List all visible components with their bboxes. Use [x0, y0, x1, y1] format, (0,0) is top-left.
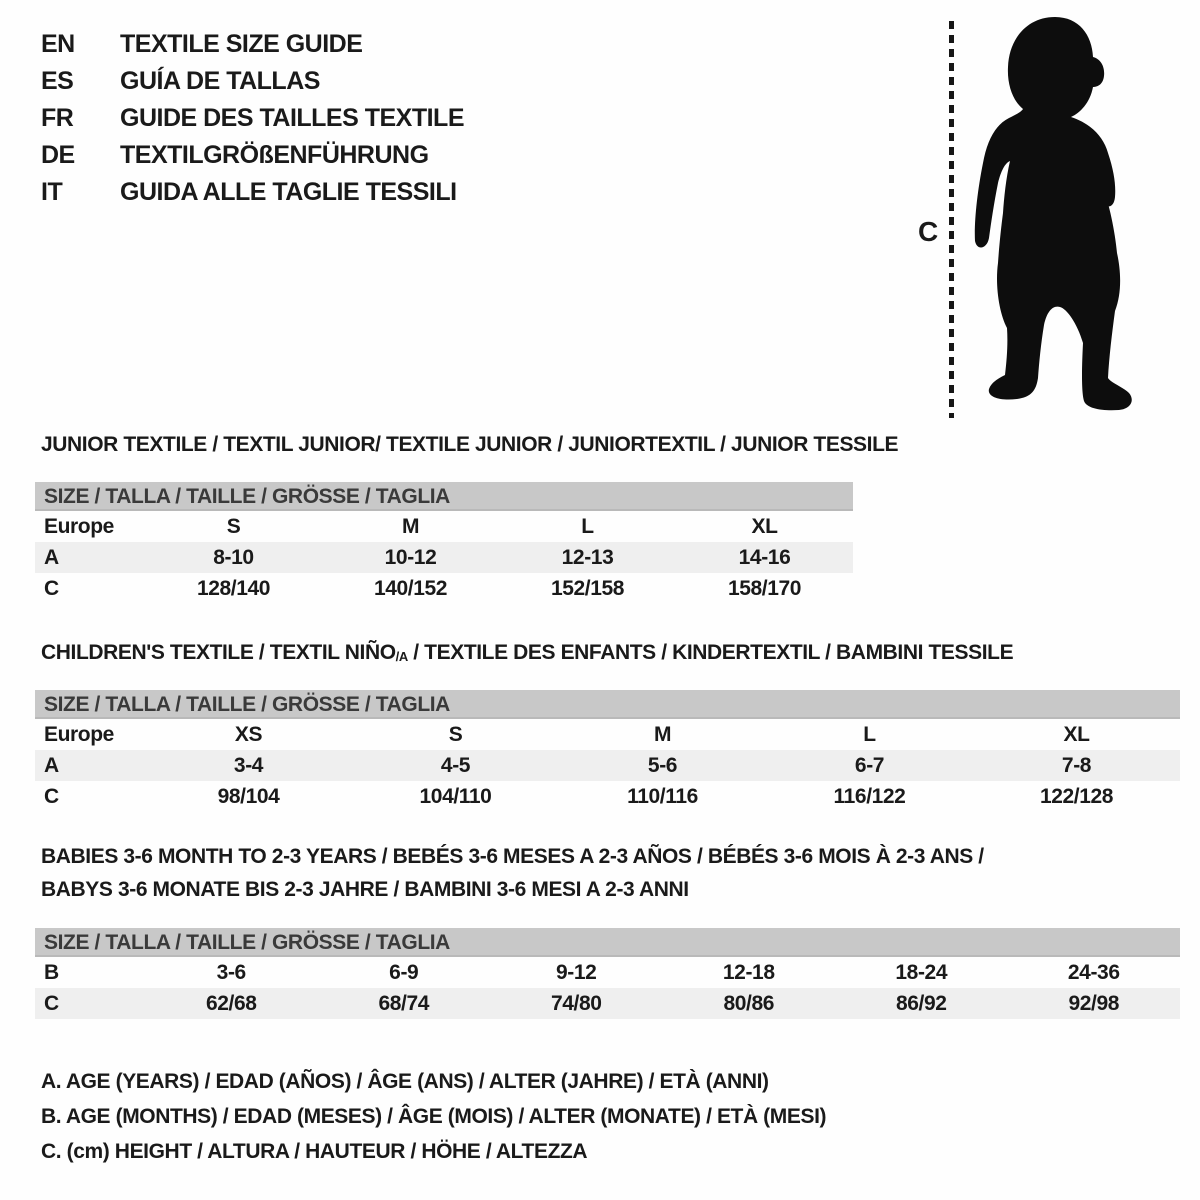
- table-cell: 140/152: [373, 576, 448, 600]
- lang-row-de: [41, 137, 464, 174]
- row-label: B: [44, 960, 59, 984]
- legend-line-c: C. (cm) HEIGHT / ALTURA / HAUTEUR / HÖHE / ALTEZZA: [41, 1140, 588, 1163]
- children-section-title: [41, 641, 1013, 665]
- table-cell: 74/80: [550, 991, 602, 1015]
- babies-section-title-line1: BABIES 3-6 MONTH TO 2-3 YEARS / BEBÉS 3-6 MESES A 2-3 AÑOS / BÉBÉS 3-6 MOIS À 2-3 ANS /: [41, 845, 984, 868]
- table-row: [35, 781, 1180, 812]
- row-label: A: [44, 753, 59, 777]
- junior-size-table: [35, 482, 853, 604]
- row-label: A: [44, 545, 59, 569]
- lang-label: GUÍA DE TALLAS: [120, 67, 320, 95]
- table-cell: 62/68: [205, 991, 257, 1015]
- row-label: C: [44, 991, 59, 1015]
- table-cell: S: [448, 722, 463, 746]
- table-cell: 6-7: [854, 753, 885, 777]
- table-row: [35, 750, 1180, 781]
- table-cell: 92/98: [1068, 991, 1120, 1015]
- table-cell: M: [653, 722, 672, 746]
- table-row: [35, 988, 1180, 1019]
- row-label: Europe: [44, 722, 114, 746]
- lang-label: GUIDA ALLE TAGLIE TESSILI: [120, 178, 457, 206]
- table-cell: XL: [751, 514, 778, 538]
- table-cell: 68/74: [378, 991, 430, 1015]
- baby-silhouette-icon: [965, 12, 1140, 419]
- table-cell: 116/122: [833, 784, 906, 808]
- children-title-post: / TEXTILE DES ENFANTS / KINDERTEXTIL / BAMBINI TESSILE: [407, 641, 1014, 664]
- table-cell: 86/92: [895, 991, 947, 1015]
- junior-section-title: JUNIOR TEXTILE / TEXTIL JUNIOR/ TEXTILE JUNIOR / JUNIORTEXTIL / JUNIOR TESSILE: [41, 433, 899, 456]
- table-row: [35, 511, 853, 542]
- junior-table-rows: [35, 511, 853, 604]
- table-cell: S: [226, 514, 241, 538]
- lang-label: GUIDE DES TAILLES TEXTILE: [120, 104, 465, 132]
- table-cell: 80/86: [723, 991, 775, 1015]
- table-cell: 10-12: [384, 545, 437, 569]
- dashed-measure-line: [949, 21, 954, 418]
- table-cell: 12-18: [722, 960, 775, 984]
- table-cell: 3-6: [216, 960, 246, 984]
- lang-code: IT: [41, 178, 63, 206]
- table-cell: 8-10: [213, 545, 254, 569]
- table-cell: 104/110: [419, 784, 492, 808]
- children-title-sub: /A: [395, 649, 408, 664]
- table-cell: XS: [234, 722, 263, 746]
- table-cell: 122/128: [1039, 784, 1114, 808]
- size-header-bar: SIZE / TALLA / TAILLE / GRÖSSE / TAGLIA: [35, 482, 853, 511]
- table-cell: 128/140: [196, 576, 271, 600]
- table-cell: 14-16: [738, 545, 791, 569]
- table-cell: 12-13: [561, 545, 614, 569]
- table-row: [35, 719, 1180, 750]
- table-cell: M: [401, 514, 420, 538]
- children-size-table: [35, 690, 1180, 812]
- babies-table-rows: [35, 957, 1180, 1019]
- table-cell: L: [581, 514, 594, 538]
- table-cell: 3-4: [233, 753, 264, 777]
- babies-section-title-line2: BABYS 3-6 MONATE BIS 2-3 JAHRE / BAMBINI 3-6 MESI A 2-3 ANNI: [41, 878, 689, 901]
- row-label: C: [44, 784, 59, 808]
- lang-row-fr: [41, 100, 464, 137]
- table-cell: 152/158: [550, 576, 625, 600]
- measure-legend: [41, 1064, 826, 1169]
- table-cell: 9-12: [556, 960, 597, 984]
- table-cell: 7-8: [1061, 753, 1092, 777]
- table-cell: 98/104: [217, 784, 280, 808]
- babies-size-table: [35, 928, 1180, 1019]
- table-cell: XL: [1063, 722, 1090, 746]
- children-title-pre: CHILDREN'S TEXTILE / TEXTIL NIÑO: [41, 641, 396, 664]
- lang-code: DE: [41, 141, 75, 169]
- table-row: [35, 573, 853, 604]
- table-row: [35, 542, 853, 573]
- children-table-rows: [35, 719, 1180, 812]
- size-header-bar: SIZE / TALLA / TAILLE / GRÖSSE / TAGLIA: [35, 690, 1180, 719]
- table-cell: 18-24: [895, 960, 948, 984]
- lang-code: ES: [41, 67, 74, 95]
- lang-code: FR: [41, 104, 74, 132]
- table-cell: 24-36: [1067, 960, 1120, 984]
- table-cell: 158/170: [727, 576, 802, 600]
- lang-label: TEXTILE SIZE GUIDE: [120, 30, 363, 58]
- lang-label: TEXTILGRÖßENFÜHRUNG: [120, 141, 429, 169]
- table-cell: 4-5: [440, 753, 471, 777]
- table-cell: 6-9: [389, 960, 419, 984]
- size-header-bar: SIZE / TALLA / TAILLE / GRÖSSE / TAGLIA: [35, 928, 1180, 957]
- language-list: [41, 26, 464, 211]
- legend-line-b: B. AGE (MONTHS) / EDAD (MESES) / ÂGE (MOIS) / ALTER (MONATE) / ETÀ (MESI): [41, 1105, 827, 1128]
- legend-line-a: A. AGE (YEARS) / EDAD (AÑOS) / ÂGE (ANS) / ALTER (JAHRE) / ETÀ (ANNI): [41, 1070, 769, 1093]
- table-cell: L: [863, 722, 876, 746]
- height-measure-figure: [890, 0, 1200, 430]
- table-row: [35, 957, 1180, 988]
- table-cell: 5-6: [647, 753, 678, 777]
- row-label: Europe: [44, 514, 114, 538]
- measure-c-label: C: [918, 216, 938, 247]
- lang-row-en: [41, 26, 464, 63]
- lang-code: EN: [41, 30, 75, 58]
- lang-row-es: [41, 63, 464, 100]
- table-cell: 110/116: [627, 784, 698, 808]
- row-label: C: [44, 576, 59, 600]
- lang-row-it: [41, 174, 464, 211]
